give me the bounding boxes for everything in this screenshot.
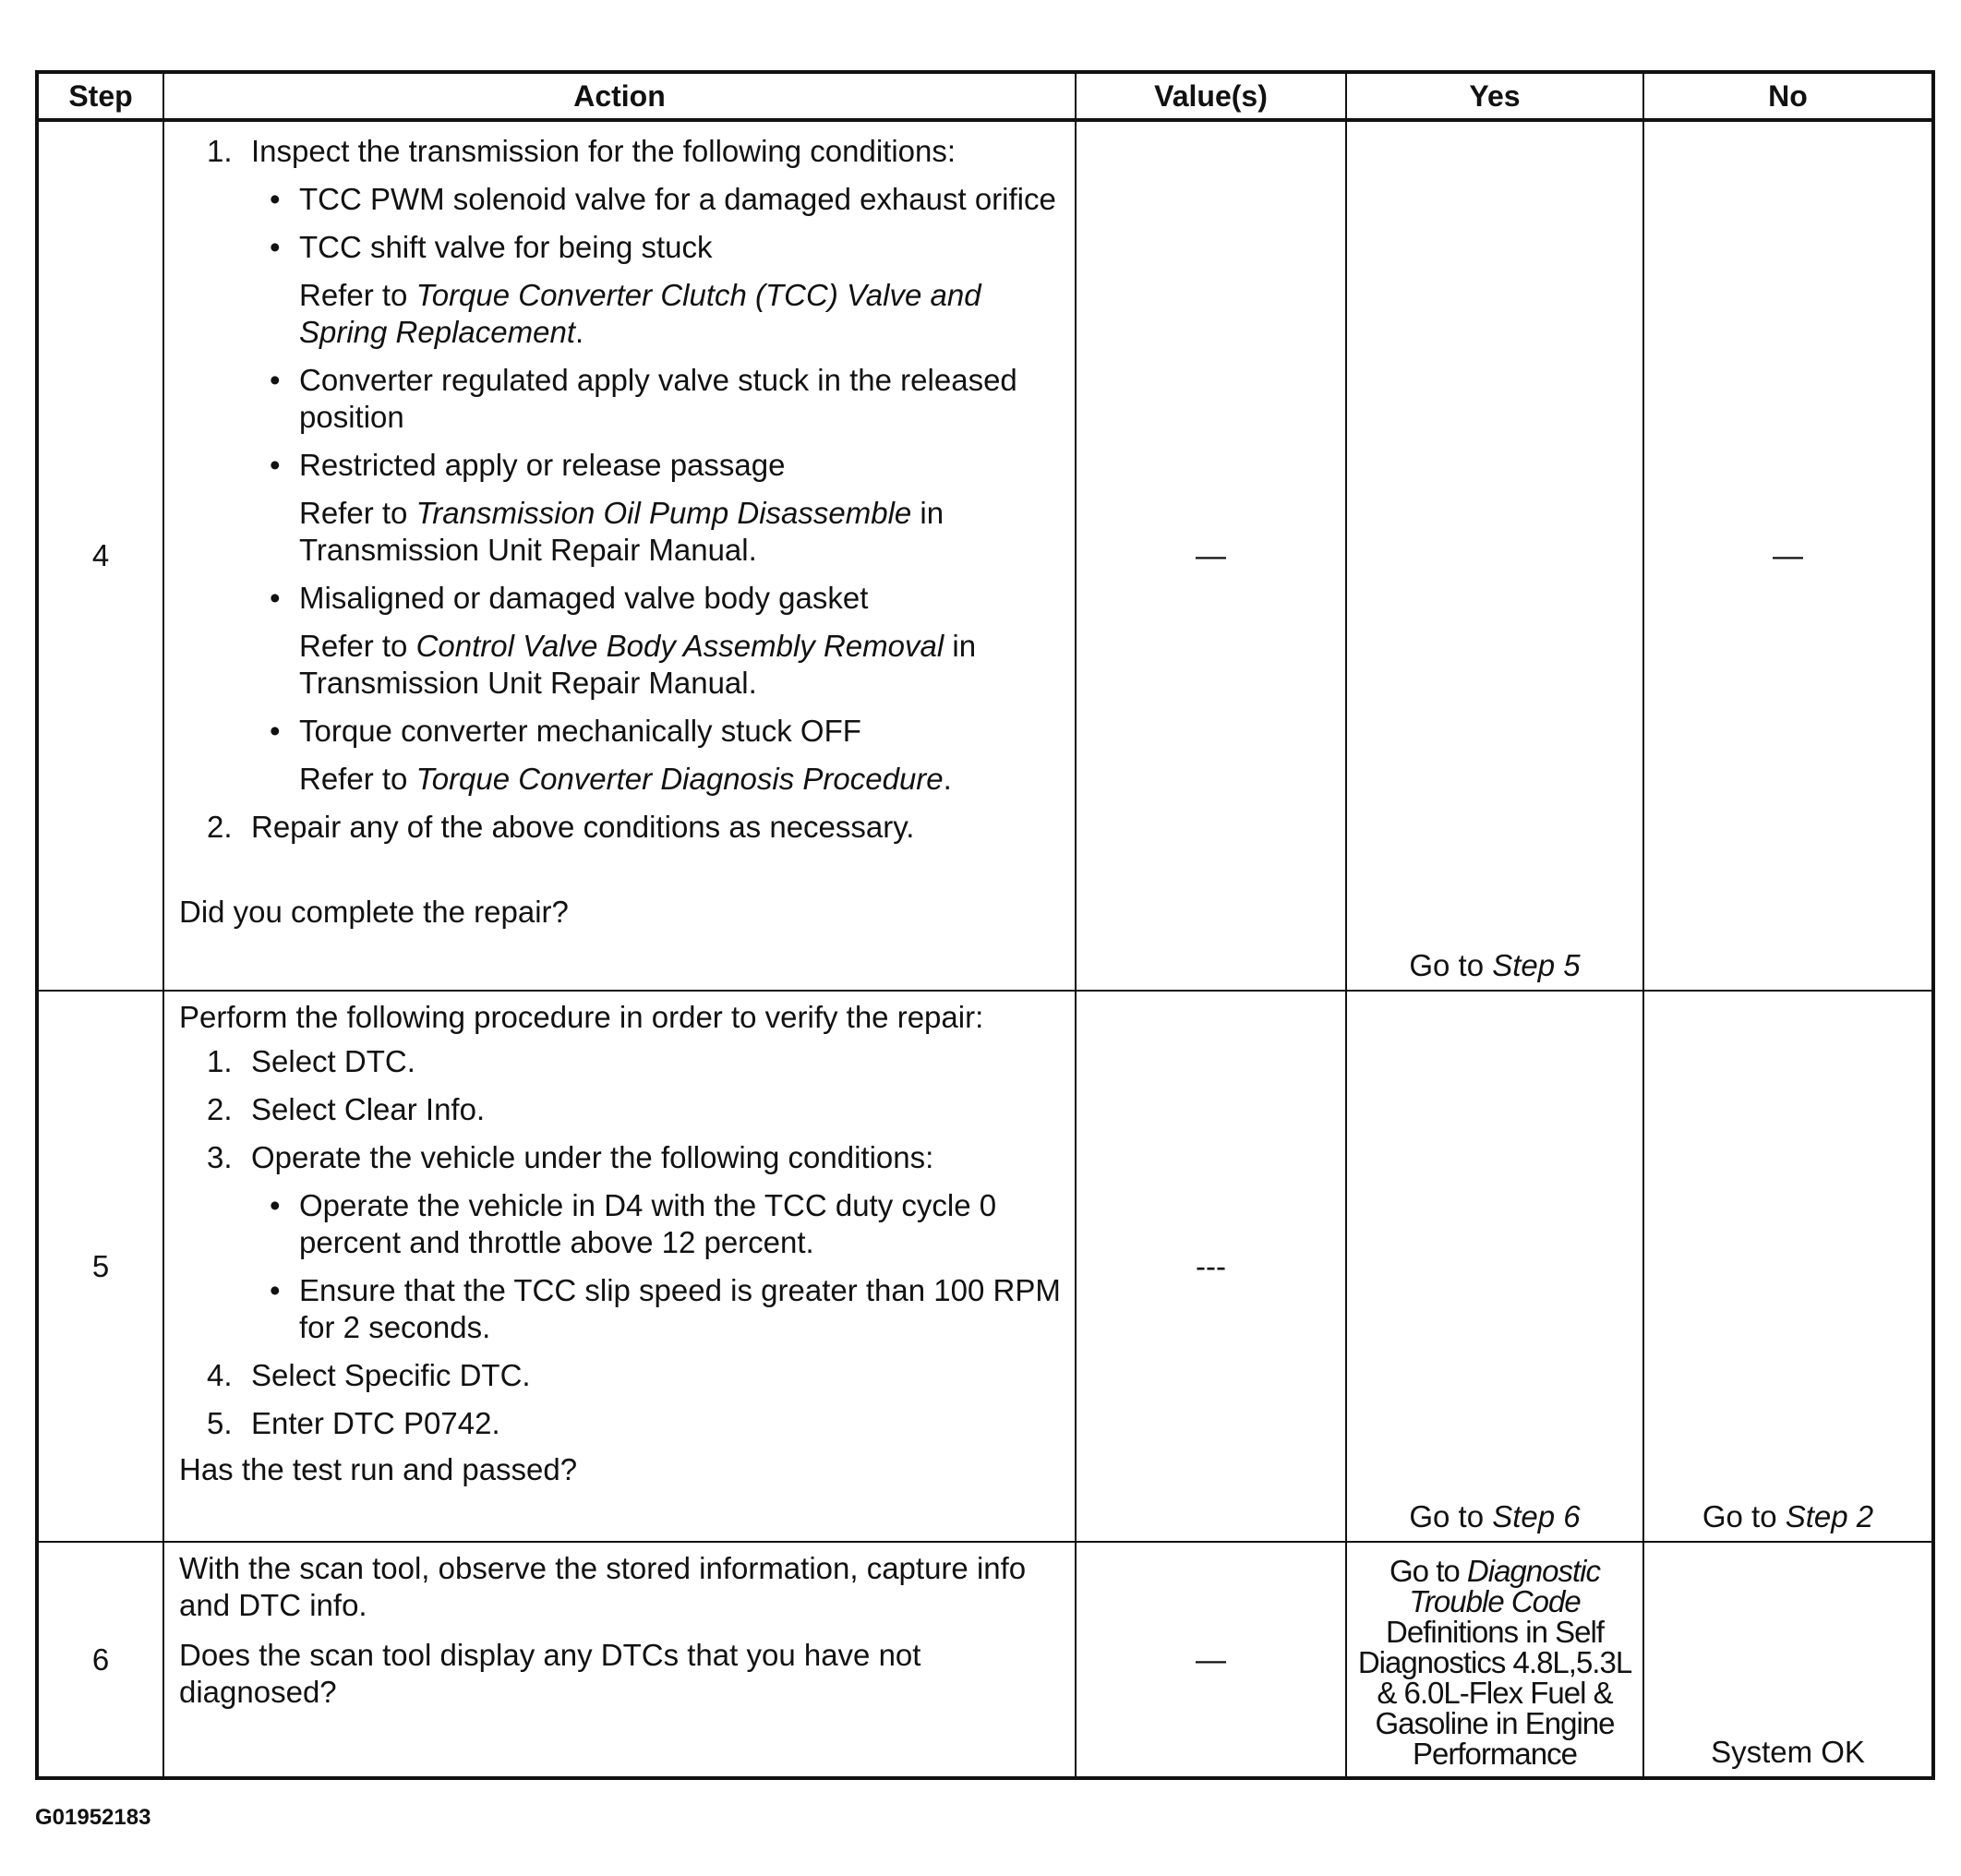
step-link: Step 5 (1492, 948, 1581, 982)
item-number: 1. (207, 134, 233, 168)
bullet-icon: • (270, 448, 281, 482)
item-number: 5. (207, 1406, 233, 1440)
item-number: 2. (207, 1092, 233, 1126)
bullet-item (270, 580, 1064, 702)
step-link: Step 6 (1492, 1499, 1581, 1533)
action-text: With the scan tool, observe the stored information, capture info and DTC info. (179, 1551, 1027, 1622)
bullet-icon: • (270, 1188, 281, 1222)
bullet-item (270, 229, 1064, 351)
header-values: Value(s) (1076, 72, 1346, 120)
no-cell: System OK (1643, 1542, 1933, 1778)
bullet-text: Operate the vehicle in D4 with the TCC duty cycle 0 percent and throttle above 12 percent. (299, 1188, 997, 1259)
item-number: 4. (207, 1358, 233, 1392)
value-cell: — (1076, 120, 1346, 991)
bullet-icon: • (270, 1273, 281, 1307)
bullet-icon: • (270, 230, 281, 264)
item-number: 2. (207, 810, 233, 844)
numbered-list (179, 133, 1064, 846)
bullet-text: TCC PWM solenoid valve for a damaged exhaust orifice (299, 182, 1056, 216)
item-text: Repair any of the above conditions as necessary. (251, 810, 915, 844)
bullet-item (270, 1272, 1064, 1346)
bullet-item (270, 713, 1064, 798)
reference-link: Torque Converter Diagnosis Procedure (415, 762, 944, 796)
reference-link: Torque Converter Clutch (TCC) Valve and Spring Replacement (299, 278, 981, 349)
question-text: Does the scan tool display any DTCs that you have not diagnosed? (179, 1638, 921, 1709)
reference-note: Refer to Control Valve Body Assembly Removal in Transmission Unit Repair Manual. (299, 629, 977, 700)
no-cell: — (1643, 120, 1933, 991)
value-cell: --- (1076, 991, 1346, 1542)
action-cell (163, 1542, 1076, 1778)
bullet-text: Ensure that the TCC slip speed is greater than 100 RPM for 2 seconds. (299, 1273, 1061, 1344)
item-number: 3. (207, 1140, 233, 1174)
item-text: Select Clear Info. (251, 1092, 486, 1126)
item-text: Select Specific DTC. (251, 1358, 531, 1392)
list-item (207, 133, 1064, 798)
bullet-item (270, 447, 1064, 569)
bullet-item (270, 181, 1064, 218)
step-number: 6 (37, 1542, 163, 1778)
yes-cell: Go to Diagnostic Trouble Code Definitions in Self Diagnostics 4.8L,5.3L & 6.0L-Flex Fuel & Gasoline in Engine Performance (1346, 1542, 1643, 1778)
item-text: Inspect the transmission for the following conditions: (251, 134, 956, 168)
step-number: 5 (37, 991, 163, 1542)
list-item (207, 1405, 1064, 1442)
question-text: Has the test run and passed? (179, 1452, 578, 1486)
yes-cell: Go to Step 5 (1346, 120, 1643, 991)
list-item (207, 1357, 1064, 1394)
bullet-text: Converter regulated apply valve stuck in the released position (299, 363, 1017, 434)
bullet-text: Restricted apply or release passage (299, 448, 786, 482)
table-row-step-6 (37, 1542, 1933, 1778)
header-row (37, 72, 1933, 120)
bullet-list (251, 181, 1064, 798)
question-text: Did you complete the repair? (179, 895, 569, 929)
reference-link: Diagnostic Trouble Code (1409, 1554, 1600, 1618)
step-number: 4 (37, 120, 163, 991)
header-no: No (1643, 72, 1933, 120)
reference-note: Refer to Transmission Oil Pump Disassemble in Transmission Unit Repair Manual. (299, 496, 944, 567)
no-cell: Go to Step 2 (1643, 991, 1933, 1542)
intro-text: Perform the following procedure in order to verify the repair: (179, 1000, 984, 1034)
bullet-text: TCC shift valve for being stuck (299, 230, 713, 264)
bullet-list (251, 1187, 1064, 1346)
bullet-text: Misaligned or damaged valve body gasket (299, 581, 869, 615)
header-yes: Yes (1346, 72, 1643, 120)
figure-id: G01952183 (35, 1805, 151, 1830)
item-text: Select DTC. (251, 1044, 415, 1078)
header-action: Action (163, 72, 1076, 120)
reference-note: Refer to Torque Converter Diagnosis Procedure. (299, 762, 952, 796)
header-step: Step (37, 72, 163, 120)
action-cell (163, 120, 1076, 991)
bullet-icon: • (270, 714, 281, 748)
list-item (207, 1091, 1064, 1128)
table-row-step-4 (37, 120, 1933, 991)
bullet-icon: • (270, 182, 281, 216)
numbered-list (179, 1043, 1064, 1442)
reference-link: Control Valve Body Assembly Removal (415, 629, 944, 663)
list-item (207, 1043, 1064, 1080)
list-item (207, 809, 1064, 846)
reference-link: Transmission Oil Pump Disassemble (415, 496, 912, 530)
item-text: Operate the vehicle under the following conditions: (251, 1140, 934, 1174)
bullet-icon: • (270, 581, 281, 615)
yes-cell: Go to Step 6 (1346, 991, 1643, 1542)
list-item (207, 1139, 1064, 1346)
diagnostic-table (35, 70, 1935, 1780)
item-text: Enter DTC P0742. (251, 1406, 500, 1440)
bullet-item (270, 362, 1064, 436)
value-cell: — (1076, 1542, 1346, 1778)
bullet-text: Torque converter mechanically stuck OFF (299, 714, 861, 748)
bullet-item (270, 1187, 1064, 1261)
reference-note: Refer to Torque Converter Clutch (TCC) Valve and Spring Replacement. (299, 278, 981, 349)
step-link: Step 2 (1785, 1499, 1874, 1533)
bullet-icon: • (270, 363, 281, 397)
table-row-step-5 (37, 991, 1933, 1542)
action-cell (163, 991, 1076, 1542)
item-number: 1. (207, 1044, 233, 1078)
